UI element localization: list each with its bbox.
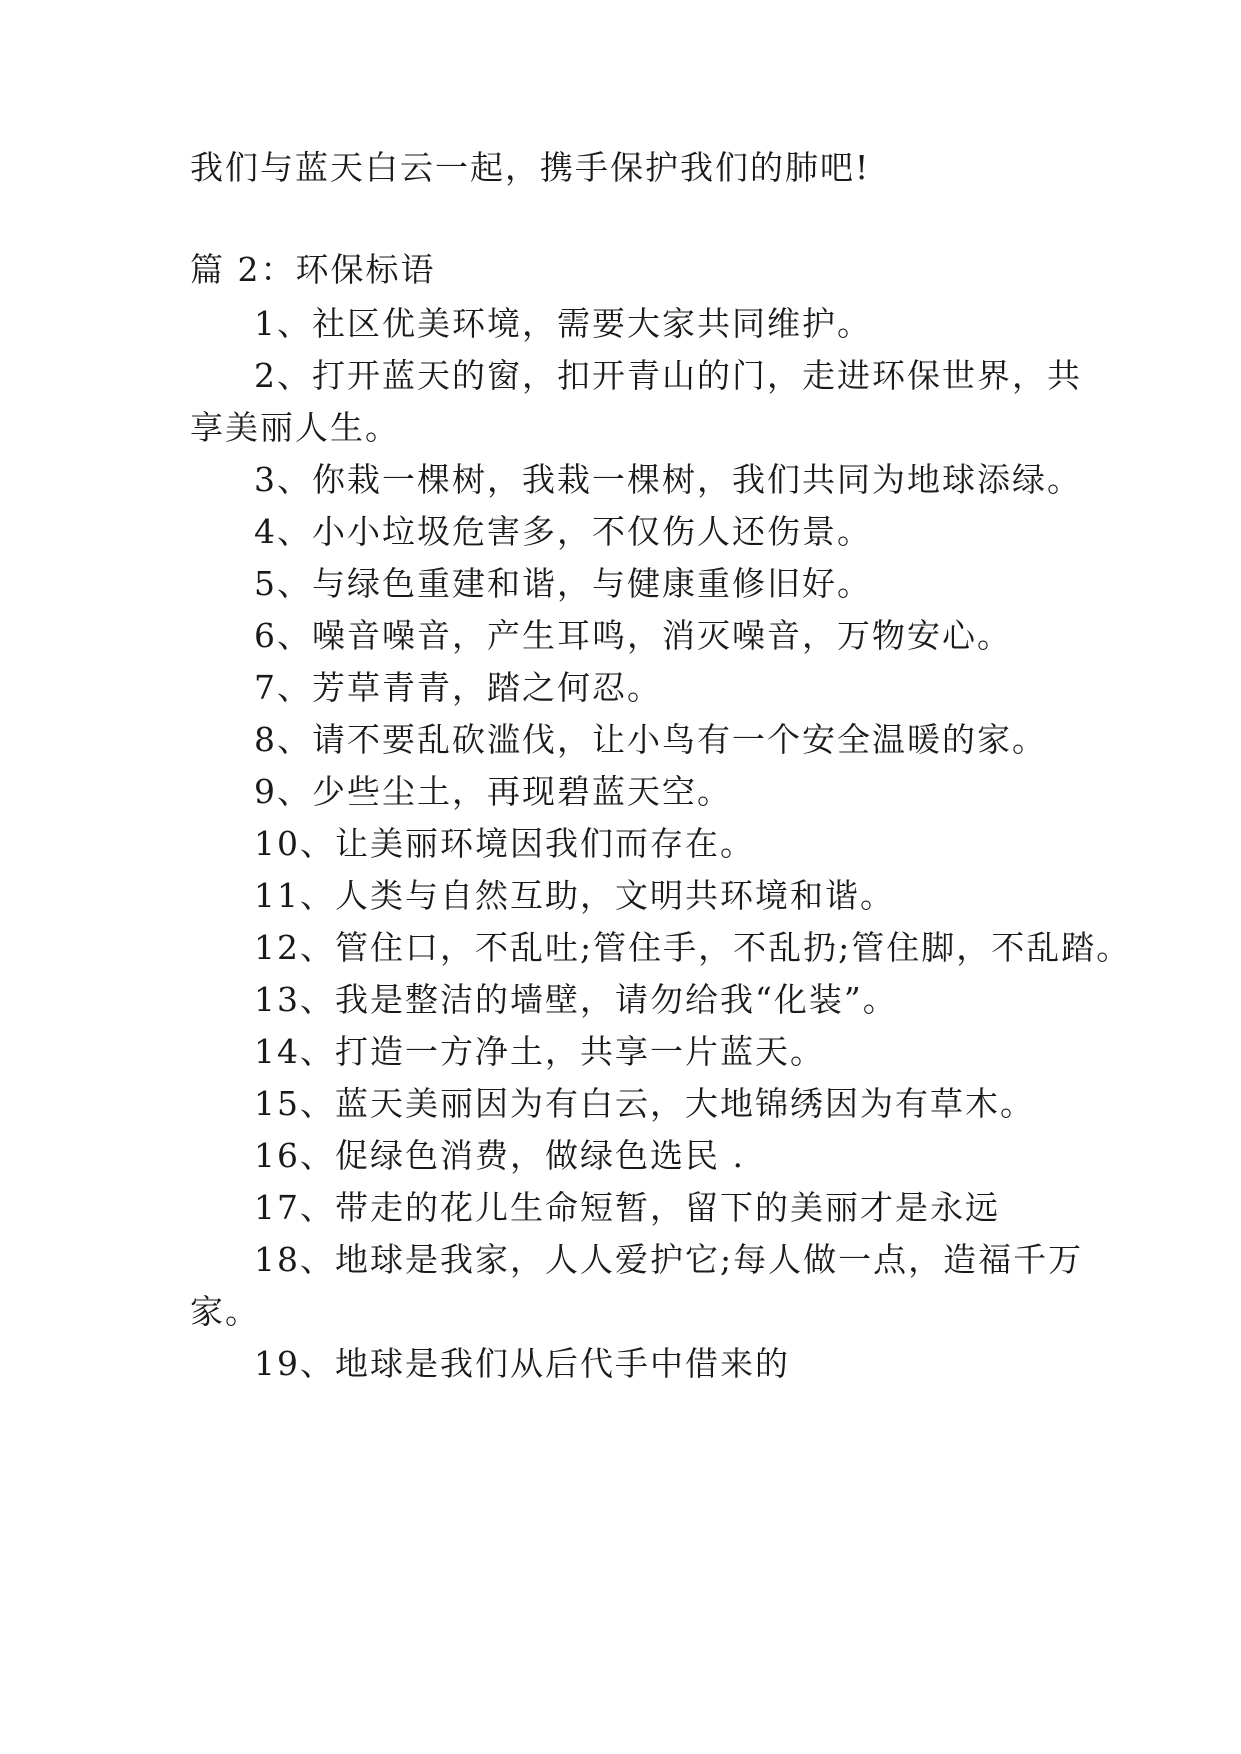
section-title: 篇 2：环保标语 xyxy=(190,250,436,289)
slogan-item: 10、让美丽环境因我们而存在。 xyxy=(254,824,755,863)
slogan-item: 8、请不要乱砍滥伐，让小鸟有一个安全温暖的家。 xyxy=(254,720,1047,759)
slogan-item: 3、你栽一棵树，我栽一棵树，我们共同为地球添绿。 xyxy=(254,460,1082,499)
slogan-item: 16、促绿色消费，做绿色选民 . xyxy=(254,1136,745,1175)
slogan-item: 19、地球是我们从后代手中借来的 xyxy=(254,1344,790,1383)
slogan-item: 15、蓝天美丽因为有白云，大地锦绣因为有草木。 xyxy=(254,1084,1035,1123)
slogan-item: 14、打造一方净土，共享一片蓝天。 xyxy=(254,1032,825,1071)
slogan-item-continuation: 享美丽人生。 xyxy=(190,408,400,447)
slogan-item: 17、带走的花儿生命短暂，留下的美丽才是永远 xyxy=(254,1188,1000,1227)
slogan-item: 13、我是整洁的墙壁，请勿给我“化装”。 xyxy=(254,980,898,1019)
slogan-item-continuation: 家。 xyxy=(190,1292,260,1331)
slogan-item: 4、小小垃圾危害多，不仅伤人还伤景。 xyxy=(254,512,872,551)
slogan-item: 6、噪音噪音，产生耳鸣，消灭噪音，万物安心。 xyxy=(254,616,1012,655)
slogan-item: 9、少些尘土，再现碧蓝天空。 xyxy=(254,772,732,811)
slogan-item: 11、人类与自然互助，文明共环境和谐。 xyxy=(254,876,895,915)
slogan-item: 7、芳草青青，踏之何忍。 xyxy=(254,668,662,707)
slogan-item: 12、管住口，不乱吐;管住手，不乱扔;管住脚，不乱踏。 xyxy=(254,928,1132,967)
intro-line: 我们与蓝天白云一起，携手保护我们的肺吧! xyxy=(190,148,871,187)
slogan-item: 5、与绿色重建和谐，与健康重修旧好。 xyxy=(254,564,872,603)
document-page xyxy=(190,0,1132,1754)
slogan-item: 1、社区优美环境，需要大家共同维护。 xyxy=(254,304,872,343)
slogan-item: 2、打开蓝天的窗，扣开青山的门，走进环保世界，共 xyxy=(254,356,1082,395)
slogan-item: 18、地球是我家，人人爱护它;每人做一点，造福千万 xyxy=(254,1240,1084,1279)
